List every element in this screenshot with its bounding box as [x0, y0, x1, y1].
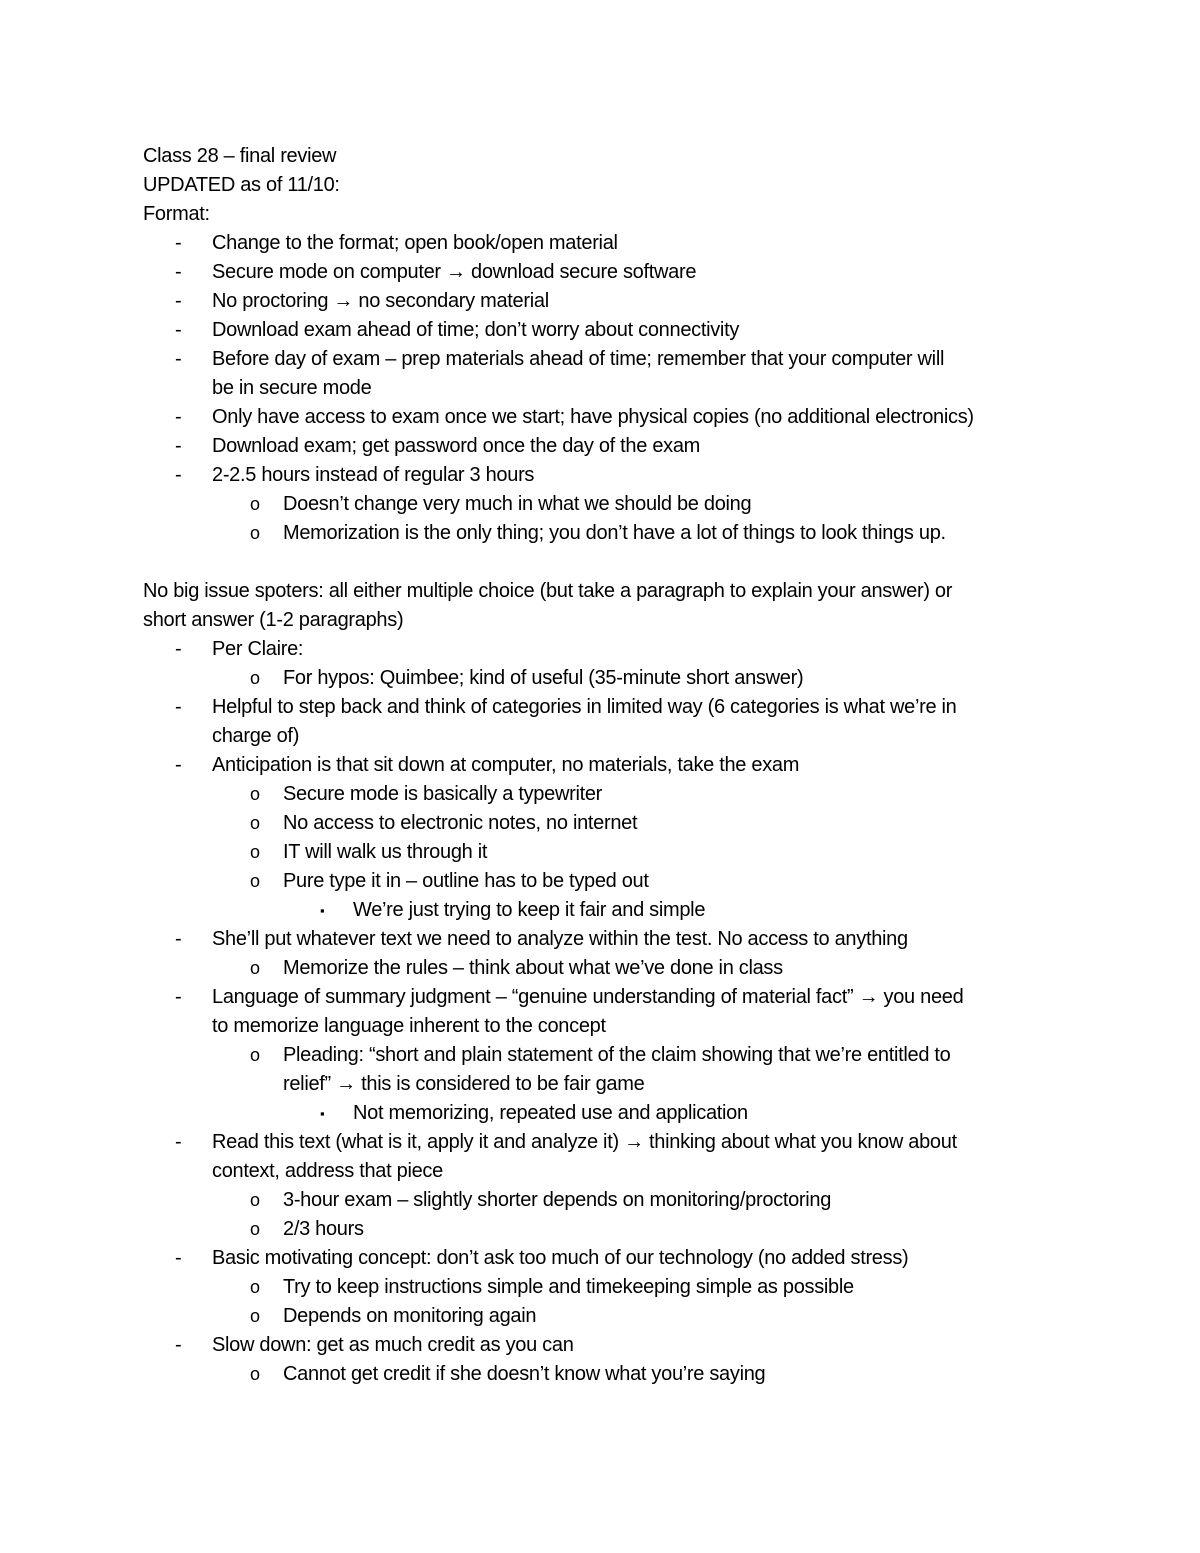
list-item-text: Basic motivating concept: don’t ask too much of our technology (no added stress) [212, 1247, 909, 1269]
circle-bullet: o [250, 958, 260, 978]
dash-bullet: - [175, 464, 182, 486]
dash-bullet: - [175, 754, 182, 776]
dash-bullet: - [175, 348, 182, 370]
sub-list-item [143, 954, 1078, 983]
document-body [143, 142, 1078, 1389]
circle-bullet: o [250, 494, 260, 514]
sub-list-item [143, 867, 1078, 896]
list-item-text: Only have access to exam once we start; have physical copies (no additional electronics) [212, 406, 974, 428]
dash-bullet: - [175, 986, 182, 1008]
square-bullet: ▪ [320, 1106, 325, 1121]
list-item [143, 751, 1078, 780]
dash-bullet: - [175, 261, 182, 283]
sub-list-item-text: No access to electronic notes, no internet [283, 812, 638, 834]
sub-list-item-text: Depends on monitoring again [283, 1305, 537, 1327]
paragraph-line: short answer (1-2 paragraphs) [143, 609, 404, 631]
sub-list-item-text: Pleading: “short and plain statement of the claim showing that we’re entitled to [283, 1044, 951, 1066]
dash-bullet: - [175, 928, 182, 950]
dash-bullet: - [175, 638, 182, 660]
sub-list-item-text: 3-hour exam – slightly shorter depends on monitoring/proctoring [283, 1189, 832, 1211]
circle-bullet: o [250, 523, 260, 543]
sub-list-item-text: Pure type it in – outline has to be typed out [283, 870, 649, 892]
list-item-text: No proctoring → no secondary material [212, 290, 549, 312]
list-item [143, 345, 1078, 374]
list-item-text: Slow down: get as much credit as you can [212, 1334, 574, 1356]
list-item-continuation: to memorize language inherent to the concept [212, 1015, 606, 1037]
document-title: Class 28 – final review [143, 145, 337, 167]
list-item-text: Download exam; get password once the day of the exam [212, 435, 701, 457]
sub-list-item [143, 1360, 1078, 1389]
updated-note: UPDATED as of 11/10: [143, 174, 340, 196]
list-item-text: Change to the format; open book/open material [212, 232, 618, 254]
list-item-text: She’ll put whatever text we need to analyze within the test. No access to anything [212, 928, 908, 950]
sub-sub-list-item [143, 1099, 1078, 1128]
dash-bullet: - [175, 232, 182, 254]
list-item [143, 287, 1078, 316]
list-item [143, 403, 1078, 432]
sub-list-item-text: Secure mode is basically a typewriter [283, 783, 603, 805]
sub-list-item-text: IT will walk us through it [283, 841, 488, 863]
sub-list-item [143, 809, 1078, 838]
circle-bullet: o [250, 871, 260, 891]
circle-bullet: o [250, 813, 260, 833]
sub-list-item-text: 2/3 hours [283, 1218, 364, 1240]
circle-bullet: o [250, 1219, 260, 1239]
dash-bullet: - [175, 435, 182, 457]
list-item-text: Helpful to step back and think of categories in limited way (6 categories is what we’re in [212, 696, 957, 718]
sub-sub-list-item [143, 896, 1078, 925]
list-item [143, 1128, 1078, 1157]
list-item [143, 316, 1078, 345]
list-item-continuation: charge of) [212, 725, 300, 747]
dash-bullet: - [175, 290, 182, 312]
sub-list-item [143, 1215, 1078, 1244]
sub-sub-list-item-text: We’re just trying to keep it fair and simple [353, 899, 706, 921]
square-bullet: ▪ [320, 903, 325, 918]
sub-list-item [143, 1186, 1078, 1215]
paragraph-gap [143, 548, 1078, 577]
circle-bullet: o [250, 1364, 260, 1384]
list-item [143, 229, 1078, 258]
list-item [143, 432, 1078, 461]
sub-list-item [143, 664, 1078, 693]
circle-bullet: o [250, 1045, 260, 1065]
list-item [143, 258, 1078, 287]
sub-list-item [143, 519, 1078, 548]
dash-bullet: - [175, 696, 182, 718]
list-item [143, 461, 1078, 490]
sub-sub-list-item-text: Not memorizing, repeated use and application [353, 1102, 748, 1124]
list-item [143, 1244, 1078, 1273]
list-item [143, 983, 1078, 1012]
format-heading: Format: [143, 203, 210, 225]
list-item-continuation: be in secure mode [212, 377, 372, 399]
sub-list-item [143, 490, 1078, 519]
sub-list-item [143, 1041, 1078, 1070]
sub-list-item-text: Cannot get credit if she doesn’t know what you’re saying [283, 1363, 766, 1385]
list-item [143, 635, 1078, 664]
list-item-text: Language of summary judgment – “genuine understanding of material fact” → you need [212, 986, 964, 1008]
sub-list-item-text: Memorize the rules – think about what we’ve done in class [283, 957, 783, 979]
list-item-text: Anticipation is that sit down at computer, no materials, take the exam [212, 754, 800, 776]
circle-bullet: o [250, 1277, 260, 1297]
dash-bullet: - [175, 1334, 182, 1356]
circle-bullet: o [250, 668, 260, 688]
list-item-text: Per Claire: [212, 638, 304, 660]
list-item [143, 1331, 1078, 1360]
sub-list-item-text: Memorization is the only thing; you don’t have a lot of things to look things up. [283, 522, 946, 544]
list-item [143, 693, 1078, 722]
dash-bullet: - [175, 1131, 182, 1153]
sub-list-item [143, 780, 1078, 809]
list-item-continuation: context, address that piece [212, 1160, 443, 1182]
paragraph-line: No big issue spoters: all either multiple choice (but take a paragraph to explain your answer) or [143, 580, 953, 602]
list-item-text: Before day of exam – prep materials ahead of time; remember that your computer will [212, 348, 945, 370]
list-item [143, 925, 1078, 954]
sub-list-item [143, 1302, 1078, 1331]
sub-list-item-text: Doesn’t change very much in what we should be doing [283, 493, 752, 515]
list-item-text: Secure mode on computer → download secure software [212, 261, 697, 283]
sub-list-item-continuation: relief” → this is considered to be fair game [283, 1073, 645, 1095]
list-item-text: Read this text (what is it, apply it and analyze it) → thinking about what you know about [212, 1131, 957, 1153]
sub-list-item [143, 1273, 1078, 1302]
circle-bullet: o [250, 842, 260, 862]
circle-bullet: o [250, 1190, 260, 1210]
list-item-text: 2-2.5 hours instead of regular 3 hours [212, 464, 535, 486]
sub-list-item-text: For hypos: Quimbee; kind of useful (35-minute short answer) [283, 667, 804, 689]
dash-bullet: - [175, 406, 182, 428]
circle-bullet: o [250, 784, 260, 804]
circle-bullet: o [250, 1306, 260, 1326]
list-item-text: Download exam ahead of time; don’t worry about connectivity [212, 319, 740, 341]
dash-bullet: - [175, 1247, 182, 1269]
sub-list-item [143, 838, 1078, 867]
dash-bullet: - [175, 319, 182, 341]
sub-list-item-text: Try to keep instructions simple and timekeeping simple as possible [283, 1276, 854, 1298]
